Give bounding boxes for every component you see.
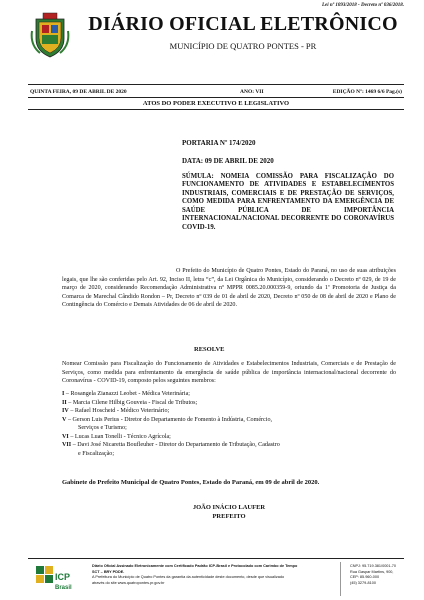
list-item: IV – Rafael Hoscheid - Médico Veterinário;	[62, 408, 170, 415]
section-title: ATOS DO PODER EXECUTIVO E LEGISLATIVO	[142, 100, 290, 107]
municipal-crest-icon	[30, 11, 70, 59]
footer-separator	[340, 562, 341, 596]
page-title: DIÁRIO OFICIAL ELETRÔNICO	[88, 13, 398, 35]
footer-contact: CNPJ: 95.719.381/0001-70 Rua Gaspar Martins, 900, CEP: 85.960-000 (45) 3279-8100	[350, 564, 397, 586]
signer-name: JOÃO INÁCIO LAUFER	[192, 504, 266, 511]
body-paragraph: Nomear Comissão para Fiscalização do Funcionamento de Atividades e Estabelecimentos Industriais, Comerciais e de Prestação de Serviços, como medida para enfrentamento da emergência de saúde pública de importância internacional/nacional decorrente do Coronavírus - COVID-19, composto pelos seguintes membros:	[62, 361, 396, 385]
list-item: VI – Lucas Luan Tonelli - Técnico Agrícola;	[62, 433, 171, 440]
members-list	[62, 390, 396, 458]
list-item: I – Rosangela Zianazzi Leobet - Médica Veterinária;	[62, 391, 190, 397]
closing-statement: Gabinete do Prefeito Municipal de Quatro Pontes, Estado do Paraná, em 09 de abril de 2020.	[62, 479, 320, 486]
page-subtitle: MUNICÍPIO DE QUATRO PONTES - PR	[169, 41, 317, 51]
portaria-number: PORTARIA Nº 174/2020	[182, 139, 256, 147]
list-item-continuation: e Fiscalização;	[78, 450, 115, 457]
edition-number: EDIÇÃO Nº: 1469 6/6 Pag.(s)	[332, 89, 402, 95]
header-divider	[28, 84, 404, 85]
edition-year: ANO: VII	[240, 89, 264, 95]
portaria-date: DATA: 09 DE ABRIL DE 2020	[182, 157, 274, 165]
preamble-paragraph: O Prefeito do Município de Quatro Pontes, Estado do Paraná, no uso de suas atribuições legais, que lhe são conferidas pelo Art. 92, Inciso II, letra “c”, da Lei Orgânica do Município, considerando o Decreto nº 029, de 19 de março de 2020, considerando Recomendação Administrativa nº MPPR 0085.20.000359-9, oriundo da 1ª Promotoria de Justiça da Comarca de Marechal Cândido Rondon – Pr, Decreto nº 039 de 01 de abril de 2020, Decreto nº 050 de 08 de abril de 2020 e Plano de Contingência do Comércio e Demais Atividades de 06 de abril de 2020.	[62, 268, 396, 309]
icp-brasil-logo-icon	[34, 564, 74, 594]
resolve-heading: RESOLVE	[194, 346, 225, 353]
edition-dateline	[28, 88, 404, 97]
list-item: II – Marcia Cilene Hilbig Gouveia - Fiscal de Tributos;	[62, 399, 198, 406]
edition-date: QUINTA FEIRA, 09 DE ABRIL DE 2020	[30, 89, 127, 95]
section-divider	[28, 109, 404, 110]
footer-divider	[28, 558, 404, 559]
list-item: VII – Davi José Nicaretta Boufleuher - Diretor do Departamento de Tributação, Cadastro	[62, 442, 280, 449]
portaria-summary: SÚMULA: NOMEIA COMISSÃO PARA FISCALIZAÇÃO DO FUNCIONAMENTO DE ATIVIDADES E ESTABELECIMENTOS INDUSTRIAIS, COMERCIAIS E DE PRESTAÇÃO DE SERVIÇOS, COMO MEDIDA PARA ENFRENTAMENTO DA EMERGÊNCIA DE SAÚDE PÚBLICA DE IMPORTÂNCIA INTERNACIONAL/NACIONAL DECORRENTE DO CORONAVÍRUS COVID-19.	[182, 173, 394, 231]
signature-block	[62, 503, 396, 521]
list-item-continuation: Serviços e Turismo;	[78, 425, 127, 432]
svg-text:ICP: ICP	[55, 572, 71, 582]
footer-certification: Diário Oficial Assinado Eletronicamente com Certificado Padrão ICP-Brasil e Protocolado com Carimbo de Tempo SCT – BRY PDDE. A Prefeitura do Município de Quatro Pontes da garantia da autenticidade deste documento, desde que visualizado através do site www.quatropontes.pr.gov.br	[92, 564, 298, 586]
dateline-divider	[28, 97, 404, 98]
svg-text:Brasil: Brasil	[55, 585, 72, 591]
law-reference: Lei nº 1093/2018 - Decreto nº 036/2018.	[321, 3, 404, 8]
list-item: V – Gerson Luis Perius - Diretor do Departamento de Fomento à Indústria, Comércio,	[62, 416, 273, 423]
signer-role: PREFEITO	[212, 513, 246, 521]
